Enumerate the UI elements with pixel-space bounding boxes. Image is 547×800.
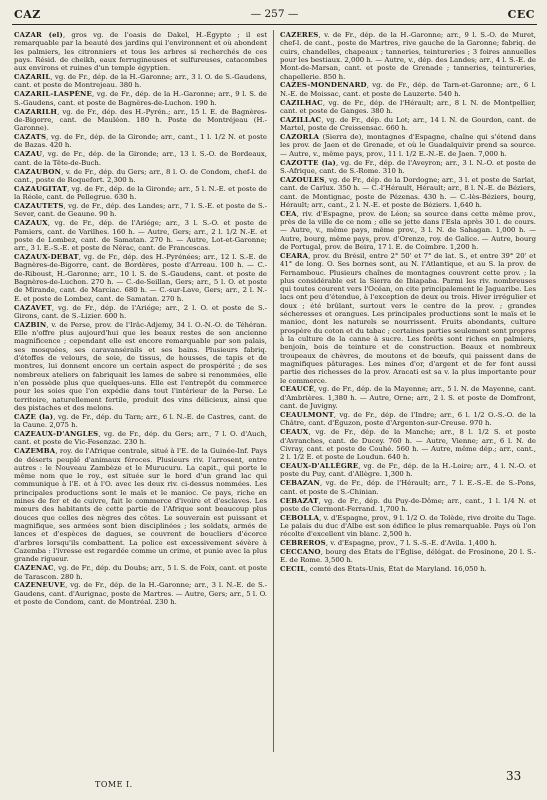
entry-headword: CAZEMBA <box>14 447 56 456</box>
entry-headword: CEAUCÉ <box>280 385 315 394</box>
entry-headword: CEBOLLA <box>280 513 320 522</box>
entry-text: , vg. de Fr., dép. de l'Indre; arr., 6 l. 1/2 O.-S.-O. de la Châtre, cant. d'Éguzon, poste d'Argenton-sur-Creuse. 970 h. <box>280 411 536 428</box>
entry-text: , vg. de Fr., dép. de la H.-Garonne; arr., 3 l. O. de S.-Gaudens, cant. et poste de Montrejeau. 380 h. <box>14 73 267 90</box>
dictionary-entry <box>280 252 536 385</box>
entry-headword: CAZAUTETS <box>14 202 64 210</box>
entry-headword: CEAULMONT <box>280 411 334 419</box>
dictionary-entry <box>280 514 536 539</box>
entry-headword: CAZERES <box>280 31 319 39</box>
dictionary-entry <box>280 210 536 252</box>
entry-headword: CECIL <box>280 565 306 574</box>
entry-text: , vg. de Fr., dép. des H.-Pyrénées; arr., 12 l. S.-E. de Bagnères-de-Bigorre, cant. de Bordères, poste d'Arreau. 100 h. — C.-de-Riboust, H.-Garonne; arr., 10 l. S. de S.-Gaudens, cant. et poste de Bagnères-de-Luchon. 270 h. — C.-de-Seillan, Gers; arr., 5 l. O. et poste de Mirande, cant. de Marciac. 680 h. — C.-sur-Lave, Gers; arr., 2 l. N.-E. et poste de Lombez, cant. de Samatan. 270 h. <box>14 253 267 303</box>
entry-headword: CAZAUX-DEBAT <box>14 253 79 262</box>
dictionary-entry <box>14 90 267 107</box>
entry-headword: CAZAU <box>14 150 43 159</box>
entry-headword: CEAUX-D'ALLÈGRE <box>280 462 359 471</box>
entry-text: , vg. de Fr., dép. de la H.-Garonne; arr., 9 l. S. de S.-Gaudens, cant. et poste de Bagnères-de-Luchon. 190 h. <box>14 90 267 107</box>
entry-text: , vg. de Fr., dép. du Lot; arr., 14 l. N. de Gourdon, cant. de Martel, poste de Creissensac. 660 h. <box>280 115 536 133</box>
entry-text: , v. d'Espagne, prov., 7 l. S.-S.-E. d'Avila. 1,400 h. <box>325 539 497 548</box>
entry-text: , vg. de Fr., dép. de l'Hérault; arr., 7 l. E.-S.-E. de S.-Pons, cant. et poste de S.-Chinian. <box>280 479 536 496</box>
dictionary-entry <box>14 202 267 219</box>
dictionary-entry <box>14 321 267 412</box>
dictionary-entry <box>280 548 536 565</box>
dictionary-entry <box>14 430 267 447</box>
header-right-guideword: CEC <box>507 8 535 21</box>
dictionary-entry <box>280 565 536 573</box>
entry-text: , prov. du Brésil, entre 2° 50' et 7° de lat. S., et entre 39° 20' et 41° de long. O. Ses bornes sont, au N. l'Atlantique, et au S. la prov. de Fernambouc. Plusieurs chaînes de montagnes couvrent cette prov. ; la plus considérable est la Sierra de Ibiapaba. Parmi les riv. nombreuses qui toutes courent vers l'Océan, on cite principalement le Jaguaribe. Les lacs ont peu d'étendue, à l'exception de deux ou trois. Hiver irrégulier et doux ; été brûlant, surtout vers le centre de la prov. ; grandes sécheresses et orangues. Les principales productions sont le maïs et le manioc, dont les naturels se nourrissent. Fruits abondants, culture prospère du coton et du tabac ; certaines parties seulement sont propres à la culture de la canne à sucre. Les forêts sont riches en palmiers, benjoin, bois de teinture et de construction. Beaux et nombreux troupeaux de chèvres, de moutons et de bœufs, qui paissent dans de magnifiques pâturages. Les mines d'or, d'argent et de fer font aussi partie des richesses de la prov. Aracati est sa v. la plus importante pour le commerce. <box>280 251 536 385</box>
entry-headword: CAZENAC <box>14 564 54 573</box>
dictionary-entry <box>14 304 267 321</box>
dictionary-entry <box>14 581 267 606</box>
entry-headword: CAZOTTE (la) <box>280 158 336 167</box>
entry-headword: CAZAR (el) <box>14 31 63 39</box>
entry-headword: CECCANO <box>280 548 321 557</box>
dictionary-entry <box>14 150 267 167</box>
entry-headword: CAZARIL <box>14 73 51 82</box>
dictionary-entry <box>280 462 536 479</box>
entry-text: , v. de Perse, prov. de l'Irâc-Adjemy, 34 l. O.-N.-O. de Téhéran. Elle n'offre plus aujourd'hui que les beaux restes de son ancienne magnificence ; cependant elle est encore remarquable par son palais, ses mosquées, ses caravansérails et ses bains. Plusieurs fabriq. d'étoffes de velours, de soie, de tissus, de housses, de tapis et de montres, lui donnent encore un certain aspect de prospérité ; de ses nombreux ateliers on fabriquait les lames de sabre si renommées, elle n'en possède plus que quelques-uns. Elle est l'entrepôt du commerce pour les soies que l'on expédie dans tout l'intérieur de la Perse. Le territoire, naturellement fertile, produit des vins délicieux, ainsi que des pistaches et des melons. <box>14 320 267 412</box>
entry-headword: CEARA <box>280 251 309 260</box>
entry-headword: CAZES-MONDENARD <box>280 81 367 90</box>
dictionary-entry <box>280 31 536 81</box>
entry-headword: CAZARIL-LASPÈNE <box>14 90 93 99</box>
entry-text: , vg. de Fr., dép. de la Gironde; arr., 5 l. N.-E. et poste de la Réole, cant. de Pellegrue. 630 h. <box>14 184 267 202</box>
entry-headword: CAZE (la) <box>14 412 54 421</box>
left-column <box>14 31 267 766</box>
dictionary-entry <box>14 447 267 563</box>
header-left-guideword: CAZ <box>14 8 41 21</box>
entry-headword: CAZARILH <box>14 107 58 116</box>
entry-text: , v. d'Espagne, prov., 9 l. 1/2 O. de Tolède, rive droite du Tage. Le palais du duc d'Albe est son édifice le plus remarquable. Pays où l'on récolte d'excellent vin blanc. 2,500 h. <box>280 513 536 539</box>
dictionary-entry <box>280 411 536 428</box>
entry-text: , vg. de Fr., dép. de la Dordogne; arr., 3 l. et poste de Sarlat, cant. de Carlux. 350 h. — C.-l'Hérault, Hérault; arr., 8 l. N.-E. de Béziers, cant. de Montignac, poste de Pézenas. 430 h. — C.-lès-Béziers, bourg, Hérault; arr., cant., 2 l. N.-E. et poste de Béziers. 1,640 h. <box>280 175 536 209</box>
entry-text: , v. de Fr., dép. du Gers; arr., 8 l. O. de Condom, chef-l. de cant., poste de Roquefort. 2,300 h. <box>14 167 267 184</box>
entry-headword: CAZOULES <box>280 175 325 184</box>
entry-text: , vg. de Fr., dép. du Doubs; arr., 5 l. S. de Foix, cant. et poste de Tarascon. 280 h. <box>14 564 267 581</box>
header-rule <box>12 24 537 25</box>
entry-text: , vg. de Fr., dép. du Puy-de-Dôme; arr., cant., 1 l. 1/4 N. et poste de Clermont-Ferrand. 1,700 h. <box>280 496 536 513</box>
entry-text: , gros vg. de l'oasis de Dakel, H.-Égypte ; il est remarquable par la beauté des jardins qui l'environnent et où abondent les palmiers, les citronniers et tous les arbres si recherchés de ces pays. Résid. de cheikh, eaux ferrugineuses et sulfureuses, catacombes aux environs et ruines d'un temple égyptien. <box>14 31 267 73</box>
dictionary-entry <box>280 539 536 547</box>
entry-text: , vg. de Fr., dép. des Landes; arr., 7 l. S.-E. et poste de S.-Sever, cant. de Geaune. 90 h. <box>14 202 267 219</box>
dictionary-entry <box>280 99 536 116</box>
entry-headword: CAZATS <box>14 133 47 142</box>
entry-text: , riv. d'Espagne, prov. de Léon; sa source dans cette même prov., près de la ville de ce nom ; elle se jette dans l'Esla après 30 l. de cours. — Autre, v., même pays, même prov., 3 l. N. de Sahagan. 1,000 h. — Autre, bourg, même pays, prov. d'Orenze, roy. de Galice. — Autre, bourg de Portugal, prov. de Beira, 17 l. E. de Coimbre. 1,200 h. <box>280 209 536 251</box>
entry-headword: CAZILLAC <box>280 115 322 124</box>
entry-text: , v. de Fr., dép. de la H.-Garonne; arr., 9 l. S.-O. de Muret, chef-l. de cant., poste de Martres, rive gauche de la Garonne; fabriq. de cuirs, chandelles, chapeaux ; tanneries, teintureries ; 3 foires annuelles pour les bestiaux. 2,000 h. — Autre, v., dép. des Landes; arr., 4 l. S.-E. de Mont-de-Marsan, cant. et poste de Grenade ; tanneries, teintureries, chapellerie. 850 h. <box>280 31 536 81</box>
entry-headword: CAZBIN <box>14 320 47 329</box>
entry-text: , comté des États-Unis, État de Maryland. 16,050 h. <box>305 565 487 574</box>
dictionary-entry <box>14 31 267 73</box>
entry-text: , vg. de Fr., dép. de la H.-Loire; arr., 4 l. N.-O. et poste du Puy, cant. d'Allègre. 1,300 h. <box>280 462 536 479</box>
entry-text: , bourg des États de l'Église, délégat. de Frosinone, 20 l. S.-E. de Rome. 3,500 h. <box>280 548 536 565</box>
entry-headword: CAZAVET <box>14 303 52 312</box>
entry-text: , vg. de Fr., dép. des H.-Pyrén.; arr., 15 l. E. de Bagnères-de-Bigorre, cant. de Mauléon. 180 h. Poste de Montréjeau (H.-Garonne). <box>14 107 267 133</box>
dictionary-entry <box>14 185 267 202</box>
page-number-header: — 257 — <box>250 8 299 20</box>
entry-text: , vg. de Fr., dép. de l'Hérault; arr., 8 l. N. de Montpellier, cant. et poste de Ganges. 380 h. <box>280 98 536 115</box>
entry-text: (Sierra de), montagnes d'Espagne, chaîne qui s'étend dans les prov. de Jaen et de Grenade, et où le Guadalquivir prend sa source. — Autre, v., même pays, prov., 11 l. 1/2 E.-N.-E. de Jaen. 7,000 h. <box>280 133 536 158</box>
entry-headword: CAZAUBON <box>14 167 62 176</box>
dictionary-entry <box>280 385 536 410</box>
entry-text: , vg. de Fr., dép. de l'Ariége; arr., 3 l. S.-O. et poste de Pamiers, cant. de Varilhes. 160 h. — Autre, Gers; arr., 2 l. 1/2 N.-E. et poste de Lombez, cant. de Samatan. 270 h. — Autre, Lot-et-Garonne; arr., 3 l. E.-S.-E. et poste de Nérac, cant. de Francescas. <box>14 219 267 253</box>
entry-headword: CAZEAUX-D'ANGLES <box>14 430 99 438</box>
dictionary-entry <box>280 428 536 461</box>
right-column <box>280 31 536 755</box>
dictionary-entry <box>280 133 536 158</box>
dictionary-entry <box>280 176 536 209</box>
dictionary-entry <box>14 133 267 150</box>
dictionary-entry <box>14 413 267 430</box>
footer-volume: TOME I. <box>95 780 133 789</box>
entry-text: , vg. de Fr., dép. de l'Aveyron; arr., 3 l. N.-O. et poste de S.-Afrique, cant. de S.-Rome. 310 h. <box>280 158 536 175</box>
entry-text: , vg. de Fr., dép. de l'Ariége; arr., 2 l. O. et poste de S.-Girons, cant. de S.-Lizier. 600 h. <box>14 303 267 320</box>
dictionary-entry <box>14 168 267 185</box>
entry-text: , vg. de Fr., dép. de la Gironde; arr., cant., 1 l. 1/2 N. et poste de Bazas. 420 h. <box>14 133 267 150</box>
entry-text: , vg. de Fr., dép. du Gers; arr., 7 l. O. d'Auch, cant. et poste de Vic-Fesenzac. 230 h. <box>14 430 267 447</box>
entry-headword: CEBAZAT <box>280 496 319 505</box>
dictionary-entry <box>14 564 267 581</box>
entry-text: , roy. de l'Afrique centrale, situé à l'E. de la Guinée-Inf. Pays de déserts peuplé d'animaux féroces. Plusieurs riv. l'arrosent, entre autres : le Nouveau Zambèze et le Murucuru. La capit., qui porte le même nom que le roy., est située sur le bord d'un grand lac qui communique à l'E. et à l'O. avec les deux riv. ci-dessus nommées. Les principales productions sont le maïs et le manioc. Ce pays, riche en mines de fer et de cuivre, fait le commerce d'ivoire et d'esclaves. Les mœurs des habitants de cette partie de l'Afrique sont beaucoup plus douces que celles des nègres des côtes. Le souverain est puissant et magnifique, ses armées sont bien disciplinées ; les soldats, armés de lances et d'espèces de dagues, se couvrent de boucliers d'écorce d'arbres lorsqu'ils combattent. La police est excessivement sévère à Cazemba : l'ivresse est regardée comme un crime, et punie avec la plus grande rigueur. <box>14 447 267 564</box>
footer-signature: 33 <box>506 769 522 783</box>
dictionary-entry <box>280 81 536 98</box>
entry-text: , vg. de Fr., dép. de la Mayenne; arr., 5 l. N. de Mayenne, cant. d'Ambrières. 1,380 h. — Autre, Orne; arr., 2 l. S. et poste de Domfront, cant. de Juvigny. <box>280 385 536 411</box>
dictionary-entry <box>280 116 536 133</box>
entry-headword: CEBAZAN <box>280 479 320 488</box>
dictionary-entry <box>14 73 267 90</box>
column-divider <box>273 30 274 752</box>
dictionary-entry <box>14 219 267 252</box>
entry-headword: CEAUX <box>280 428 309 437</box>
entry-text: , vg. de Fr., dép. de la H.-Garonne; arr., 3 l. N.-E. de S.-Gaudens, cant. d'Aurignac, poste de Martres. — Autre, Gers; arr., 5 l. O. et poste de Condom, cant. de Montréal. 230 h. <box>14 581 267 607</box>
dictionary-entry <box>14 253 267 303</box>
entry-text: , vg. de Fr., dép. de la Gironde; arr., 13 l. S.-O. de Bordeaux, cant. de la Tête-de-Buch. <box>14 150 267 167</box>
dictionary-entry <box>280 497 536 514</box>
entry-headword: CEA <box>280 209 297 218</box>
entry-headword: CAZAUX <box>14 219 48 228</box>
dictionary-entry <box>280 479 536 496</box>
entry-text: , vg. de Fr., dép. de la Manche; arr., 8 l. 1/2 S. et poste d'Avranches, cant. de Ducey. 760 h. — Autre, Vienne; arr., 6 l. N. de Civray, cant. et poste de Couhé. 560 h. — Autre, même dép.; arr., cant., 2 l. 1/2 E. et poste de Loudun. 640 h. <box>280 428 536 462</box>
entry-headword: CAZAUGITAT <box>14 184 68 193</box>
entry-headword: CEBREROS <box>280 539 326 548</box>
dictionary-entry <box>14 108 267 133</box>
entry-headword: CAZORLA <box>280 133 320 142</box>
entry-text: , vg. de Fr., dép. de Tarn-et-Garonne; arr., 6 l. N.-E. de Moissac, cant. et poste de Lauzerte. 540 h. <box>280 81 536 98</box>
entry-headword: CAZILHAC <box>280 98 323 107</box>
dictionary-entry <box>280 159 536 176</box>
entry-headword: CAZENEUVE <box>14 581 66 590</box>
entry-text: , vg. de Fr., dép. du Tarn; arr., 6 l. N.-E. de Castres, cant. de la Caune. 2,075 h. <box>14 412 267 430</box>
